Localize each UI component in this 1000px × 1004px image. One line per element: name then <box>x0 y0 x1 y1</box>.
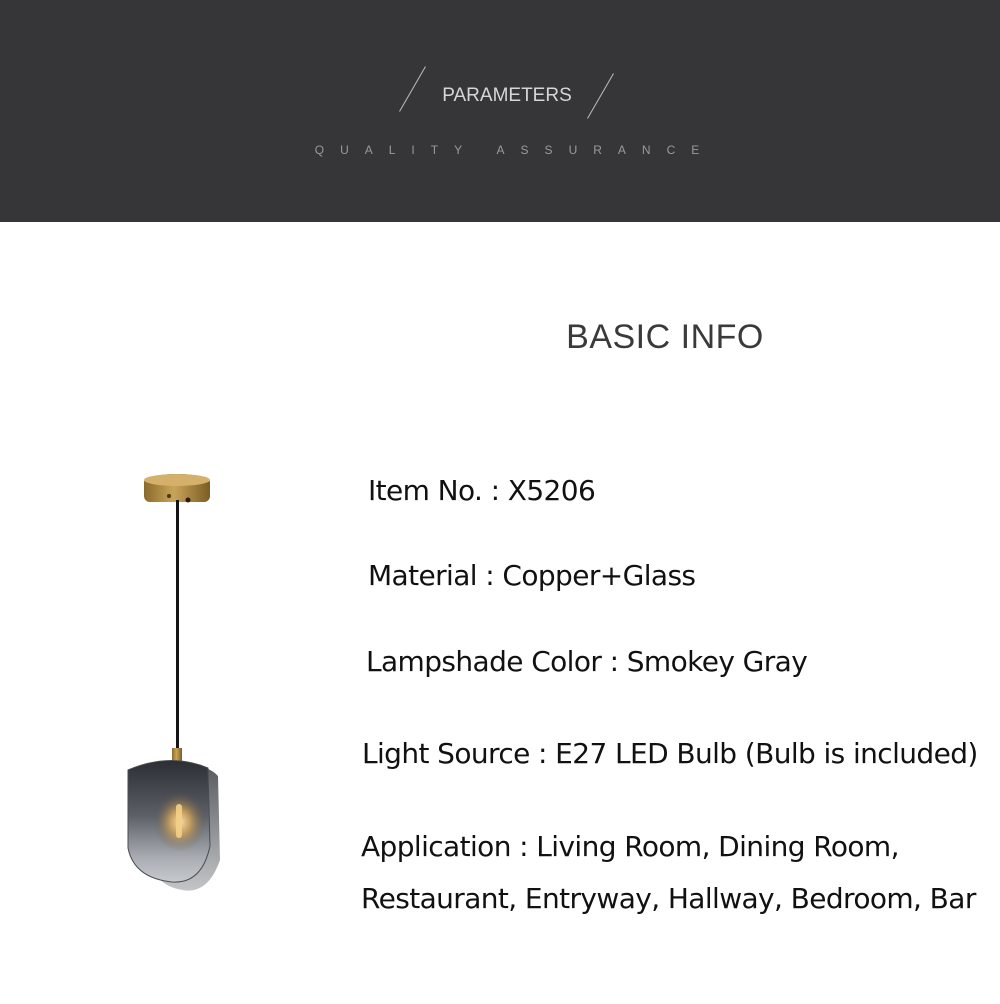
application-line-1: Application : Living Room, Dining Room, <box>361 830 899 863</box>
light-source: Light Source : E27 LED Bulb (Bulb is included) <box>362 737 978 770</box>
lampshade-color: Lampshade Color : Smokey Gray <box>366 645 808 678</box>
header-banner <box>0 0 1000 222</box>
material: Material : Copper+Glass <box>368 559 696 592</box>
application-line-2: Restaurant, Entryway, Hallway, Bedroom, Bar <box>361 882 976 915</box>
banner-title: PARAMETERS <box>442 85 572 106</box>
banner-subtitle: QUALITY ASSURANCE <box>314 143 716 157</box>
section-title: BASIC INFO <box>566 318 764 356</box>
item-number: Item No. : X5206 <box>368 474 596 507</box>
pendant-lamp-icon <box>110 470 250 900</box>
